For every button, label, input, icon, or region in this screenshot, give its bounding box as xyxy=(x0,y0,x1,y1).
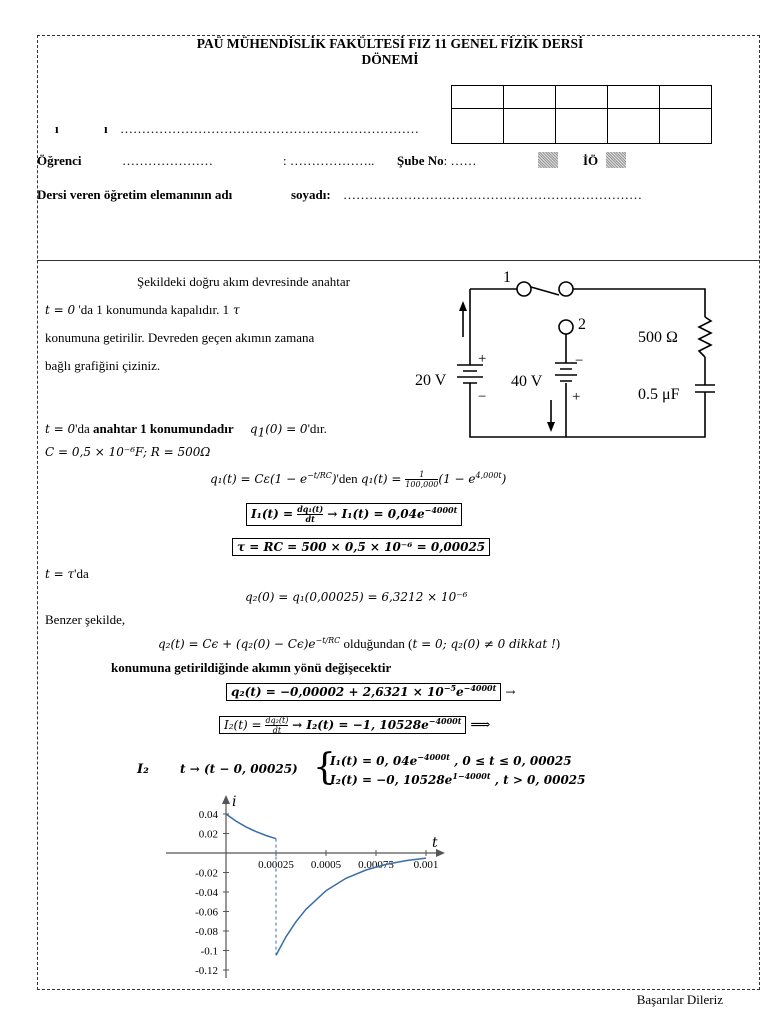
section-label: Şube No xyxy=(397,153,444,168)
surname-label: soyadı: xyxy=(291,187,331,202)
equation-q2-general: $q_2(t) = C\epsilon + (q_2(0) - C\epsilon)e^{-t/RC}$ olduğundan (t = 0; q₂(0) ≠ 0 dikkat !) xyxy=(158,636,561,651)
solution-line-tau: t = τ'da xyxy=(45,566,89,581)
student-field[interactable]: ………………… xyxy=(122,153,213,168)
label-minus-20v: − xyxy=(478,389,487,405)
y-axis-arrow-icon xyxy=(222,795,230,804)
boxed-equation-tau: τ = RC = 500 × 0,5 × 10⁻⁶ = 0,00025 xyxy=(232,538,490,556)
y-tick-label: 0.04 xyxy=(198,809,218,821)
label-position-2: 2 xyxy=(578,316,586,333)
mark-1: ı xyxy=(55,121,59,136)
footer-text: Başarılar Dileriz xyxy=(636,992,723,1007)
header-divider xyxy=(37,260,760,261)
question-line-3: konumuna getirilir. Devreden geçen akımın zamana xyxy=(45,330,315,345)
label-minus-40v: − xyxy=(575,353,584,369)
battery-20v-symbol xyxy=(457,365,483,383)
switch-terminal-1 xyxy=(517,282,531,296)
grade-table xyxy=(451,85,712,144)
wire-top-right xyxy=(573,289,705,317)
equation-i2-row: I₂(t) = $\frac{\text{dq₂(t)}}{dt}$ → I₂(t) = −1, $10528e^{-4000t}$ ⟹ xyxy=(219,716,490,735)
y-tick-label: 0.02 xyxy=(198,828,218,841)
x-axis-label: t xyxy=(432,835,438,851)
solution-line-2: C = 0,5 × 10⁻⁶F; R = 500Ω xyxy=(45,445,211,459)
title-line-1: PAÜ MÜHENDİSLİK FAKÜLTESİ FIZ 11 GENEL FİZİK DERSİ xyxy=(196,36,584,51)
boxed-equation-i2: I₂(t) = $\frac{\text{dq₂(t)}}{dt}$ → I₂(t) = −1, $10528e^{-4000t}$ xyxy=(219,716,466,734)
checkbox-evening[interactable] xyxy=(606,151,626,169)
equation-q2-row: $q_2(t) = -0,00002 + 2,6321 \times 10^{-5}e^{-4000t}$ → xyxy=(226,683,515,701)
name-field[interactable]: …………………………………………………………… xyxy=(120,121,419,136)
label-resistor: 500 Ω xyxy=(638,329,678,346)
question-line-1: Şekildeki doğru akım devresinde anahtar xyxy=(137,274,350,289)
label-position-1: 1 xyxy=(503,269,511,286)
x-tick-label: 0.00075 xyxy=(358,859,394,871)
instructor-label: Dersi veren öğretim elemanının adı xyxy=(37,187,233,202)
y-tick-label: -0.1 xyxy=(200,945,218,958)
y-tick-label: -0.02 xyxy=(195,867,218,880)
circuit-diagram xyxy=(405,265,725,445)
resistor-symbol xyxy=(699,317,711,357)
x-tick-label: 0.00025 xyxy=(258,859,294,871)
piecewise-case-2: I₂(t) = −0, $10528e^{1-4000t}$ , t > 0, 00025 xyxy=(330,771,586,787)
equation-q2-initial: q₂(0) = q₁(0,00025) = 6,3212 × 10⁻⁶ xyxy=(245,590,468,604)
solution-line-similarly: Benzer şekilde, xyxy=(45,612,126,627)
io-label: İÖ xyxy=(583,153,599,168)
battery-40v-symbol xyxy=(555,363,577,381)
y-tick-label: -0.06 xyxy=(195,906,218,919)
equation-q1: $q_1(t) = C\varepsilon(1 - e^{-t/RC})'den$ q₁(t) = $\frac{1}{100,000}$ $(1 - e^{4,000t})$ xyxy=(210,470,507,489)
solution-line-1: t = 0'da anahtar 1 konumundadır $q_1(0)$ = 0'dır. xyxy=(45,421,327,440)
y-tick-label: -0.04 xyxy=(195,887,218,899)
switch-terminal-right xyxy=(559,282,573,296)
title-line-2: DÖNEMİ xyxy=(361,52,419,67)
student-label: Öğrenci xyxy=(37,153,82,168)
section-field[interactable]: : …… xyxy=(443,153,477,168)
label-battery-40v: 40 V xyxy=(511,373,543,390)
question-line-2: t = 0 'da 1 konumunda kapalıdır. 1 τ xyxy=(45,302,240,317)
arrowhead-up-icon xyxy=(459,301,467,311)
exam-title xyxy=(140,36,640,68)
label-battery-20v: 20 V xyxy=(415,372,447,389)
series-line-2 xyxy=(276,858,426,955)
label-plus-40v: + xyxy=(572,389,581,405)
capacitor-symbol xyxy=(695,385,715,392)
boxed-equation-q2: $q_2(t) = -0,00002 + 2,6321 \times 10^{-5}e^{-4000t}$ xyxy=(226,683,501,701)
current-time-chart xyxy=(160,790,450,980)
y-axis-label: i xyxy=(232,794,237,810)
number-field[interactable]: : ……………….. xyxy=(283,153,375,168)
boxed-equation-i1: I₁(t) = $\frac{\text{dq₁(t)}}{dt}$ → $I_1(t) = 0,04e^{-4000t}$ xyxy=(246,503,462,526)
label-plus-20v: + xyxy=(478,351,487,367)
question-line-4: bağlı grafiğini çiziniz. xyxy=(45,358,161,373)
instructor-field[interactable]: …………………………………………………………… xyxy=(343,187,642,202)
label-capacitor: 0.5 μF xyxy=(638,386,680,403)
i2-label: I₂ xyxy=(137,762,149,777)
switch-terminal-2 xyxy=(559,320,573,334)
piecewise-case-1: I₁(t) = 0, $04e^{-4000t}$ , 0 ≤ t ≤ 0, 00025 xyxy=(330,752,572,768)
arrowhead-down-icon xyxy=(547,422,555,432)
piecewise-brace: { xyxy=(313,747,336,788)
y-tick-label: -0.12 xyxy=(195,965,218,977)
y-tick-label: -0.08 xyxy=(195,926,218,938)
x-tick-label: 0.0005 xyxy=(310,859,342,871)
series-line-1 xyxy=(226,814,276,839)
checkbox-day[interactable] xyxy=(538,151,558,169)
section-group xyxy=(397,153,476,169)
question-text xyxy=(45,268,393,380)
x-tick-label: 0.001 xyxy=(413,859,439,871)
switch-blade xyxy=(531,287,559,295)
direction-note: konumuna getirildiğinde akımın yönü değişecektir xyxy=(111,660,392,675)
mark-2: ı xyxy=(104,121,108,136)
time-shift: t → (t − 0, 00025) xyxy=(180,762,298,776)
